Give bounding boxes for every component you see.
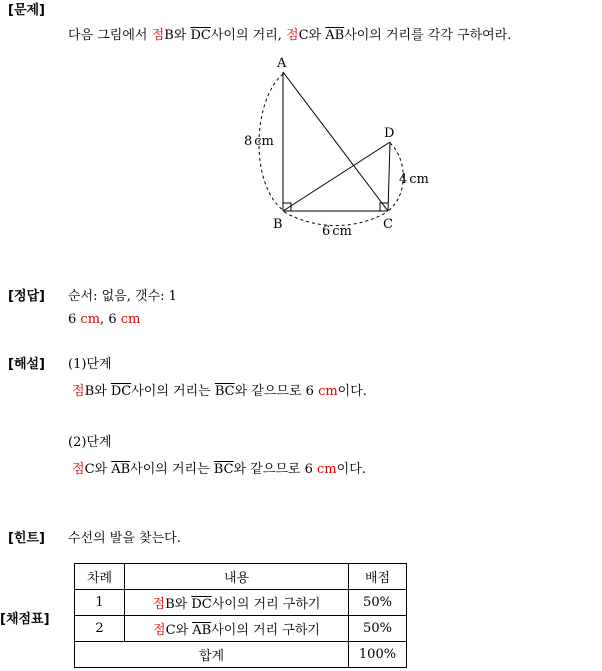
header-content: 내용: [125, 564, 349, 590]
table-total-row: [75, 642, 407, 668]
answer-label: [정답]: [8, 289, 45, 304]
table-header-row: [75, 564, 407, 590]
header-score: 배점: [349, 564, 407, 590]
scoring-table: [74, 563, 407, 668]
length-bc: 6 cm: [322, 224, 352, 239]
geometry-figure: [0, 0, 602, 250]
header-order: 차례: [75, 564, 125, 590]
length-ab: 8 cm: [244, 134, 274, 149]
point-b: B: [273, 217, 283, 232]
total-score: 100%: [349, 642, 407, 668]
point-a: A: [277, 56, 287, 71]
length-dc: 4 cm: [399, 172, 429, 187]
segment-dc-line: [388, 142, 390, 211]
segment-dc: $\overline{DC}$: [190, 28, 211, 43]
point-c: C: [383, 217, 393, 232]
hint-text: 수선의 발을 찾는다.: [68, 531, 181, 546]
answer-line2: 6 cm, 6 cm: [68, 312, 141, 327]
dot-word: 점: [286, 28, 299, 43]
scoring-label: [채점표]: [0, 612, 50, 627]
hint-label: [힌트]: [8, 531, 45, 546]
segment-ac-line: [283, 72, 388, 211]
dot-word: 점: [151, 28, 165, 43]
segment-bd-line: [283, 142, 390, 211]
point-d: D: [384, 126, 395, 141]
table-row: 1 점B와 $\overline{DC}$사이의 거리 구하기 50%: [75, 590, 407, 616]
step1-text: 점B와 $\overline{DC}$사이의 거리는 $\overline{BC}$와 같으므로 6 cm이다.: [72, 384, 367, 399]
explanation-label: [해설]: [8, 357, 45, 372]
problem-label: [문제]: [8, 3, 45, 18]
step2-text: 점C와 $\overline{AB}$사이의 거리는 $\overline{BC}$와 같으므로 6 cm이다.: [72, 462, 366, 477]
table-row: 2 점C와 $\overline{AB}$사이의 거리 구하기 50%: [75, 616, 407, 642]
segment-ab: $\overline{AB}$: [325, 28, 345, 43]
total-label: 합계: [75, 642, 349, 668]
problem-text: 다음 그림에서 점B와 $\overline{DC}$사이의 거리, 점C와 $\overline{AB}$사이의 거리를 각각 구하여라.: [68, 28, 512, 43]
answer-line1: 순서: 없음, 갯수: 1: [68, 289, 177, 304]
step2-heading: (2)단계: [68, 435, 112, 450]
step1-heading: (1)단계: [68, 357, 112, 372]
